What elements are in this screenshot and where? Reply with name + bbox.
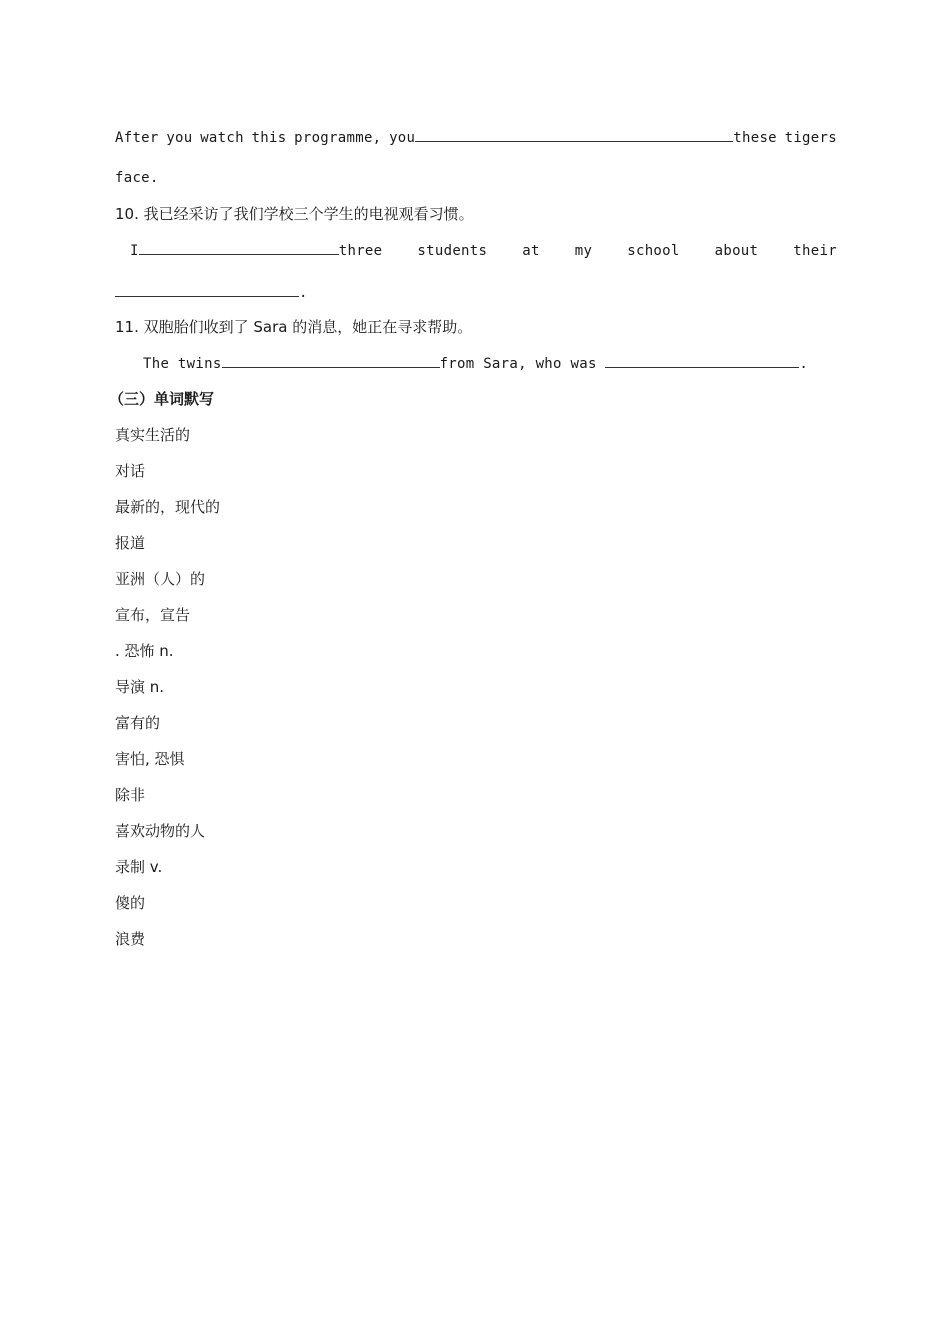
q9-word: After <box>115 130 159 146</box>
vocab-item: 喜欢动物的人 <box>115 822 206 840</box>
q10-sentence <box>130 240 837 261</box>
q10-second-line <box>115 282 308 303</box>
vocab-item: 对话 <box>115 462 146 480</box>
q11-sentence <box>143 353 808 374</box>
vocab-item: 导演 n. <box>115 678 165 696</box>
q10-word: my <box>574 243 593 259</box>
q9-word: you <box>166 130 193 146</box>
q9-word: this <box>251 130 287 146</box>
q9-word: programme, <box>294 130 382 146</box>
q10-word: school <box>627 243 680 259</box>
q11-answer-blank-1[interactable] <box>222 353 440 368</box>
q11-prompt: 11. 双胞胎们收到了 Sara 的消息，她正在寻求帮助。 <box>115 318 473 336</box>
q9-word: these <box>733 130 777 146</box>
q10-word: I <box>130 243 139 259</box>
q11-text: from Sara, who was <box>439 356 597 372</box>
vocab-item: 富有的 <box>115 714 161 732</box>
q10-end-punct: . <box>299 285 308 301</box>
q9-word: you <box>389 130 416 146</box>
q10-word: at <box>522 243 540 259</box>
q11-end-punct: . <box>799 356 809 372</box>
vocab-item: 害怕, 恐惧 <box>115 750 185 768</box>
q10-prompt: 10. 我已经采访了我们学校三个学生的电视观看习惯。 <box>115 205 474 223</box>
vocab-item: 宣布，宣告 <box>115 606 191 624</box>
vocab-item: 最新的，现代的 <box>115 498 221 516</box>
vocab-item: 亚洲（人）的 <box>115 570 206 588</box>
q10-word: three <box>338 243 383 259</box>
q9-sentence <box>115 127 837 148</box>
q10-answer-blank-1[interactable] <box>139 240 339 255</box>
q9-word: watch <box>200 130 244 146</box>
q10-word: about <box>714 243 759 259</box>
q10-word: students <box>417 243 488 259</box>
q10-start-with-blank <box>130 240 382 261</box>
q11-text: The twins <box>143 356 222 372</box>
q11-answer-blank-2[interactable] <box>605 353 799 368</box>
vocab-item: 报道 <box>115 534 146 552</box>
q9-word: tigers <box>784 130 837 146</box>
q9-continuation: face. <box>115 170 159 186</box>
vocab-item: 除非 <box>115 786 146 804</box>
q9-answer-blank[interactable] <box>415 127 733 142</box>
vocab-item: 真实生活的 <box>115 426 191 444</box>
q10-word: their <box>793 243 837 259</box>
section-heading: （三）单词默写 <box>109 390 215 408</box>
vocab-item: 傻的 <box>115 894 146 912</box>
q9-word-with-blank <box>389 127 777 148</box>
vocab-item: 浪费 <box>115 930 146 948</box>
vocab-item: 录制 v. <box>115 858 163 876</box>
vocab-item: . 恐怖 n. <box>115 642 174 660</box>
q10-answer-blank-2[interactable] <box>115 282 299 297</box>
